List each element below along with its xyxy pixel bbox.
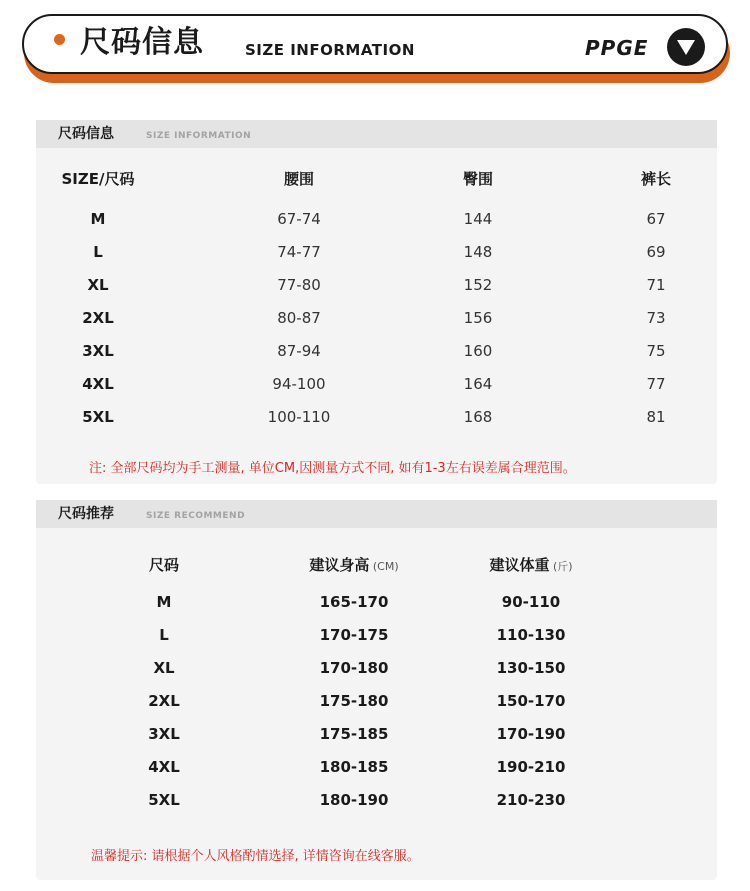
table-cell: 150-170 bbox=[496, 692, 566, 710]
table-cell: 152 bbox=[463, 276, 493, 294]
size-info-panel bbox=[36, 120, 717, 484]
chevron-down-icon bbox=[676, 39, 696, 56]
page-title: 尺码信息 bbox=[80, 25, 204, 60]
table-cell: 175-180 bbox=[319, 692, 389, 710]
size-recommend-panel-header bbox=[36, 500, 717, 528]
table-cell: 170-190 bbox=[496, 725, 566, 743]
table-cell: 170-175 bbox=[319, 626, 389, 644]
table-cell: 110-130 bbox=[496, 626, 566, 644]
column-header: 腰围 bbox=[283, 170, 315, 188]
table-cell: 67-74 bbox=[277, 210, 321, 228]
size-label: L bbox=[159, 626, 169, 644]
table-cell: 75 bbox=[646, 342, 666, 360]
size-info-subtitle: SIZE INFORMATION bbox=[146, 131, 252, 141]
size-info-note: 注: 全部尺码均为手工测量, 单位CM,因测量方式不同, 如有1-3左右误差属合理范围。 bbox=[89, 461, 576, 476]
table-cell: 100-110 bbox=[267, 408, 331, 426]
column-header: 建议身高 (CM) bbox=[309, 556, 399, 574]
accent-dot-icon bbox=[54, 34, 65, 45]
table-cell: 77 bbox=[646, 375, 666, 393]
size-recommend-title: 尺码推荐 bbox=[58, 506, 114, 522]
table-cell: 73 bbox=[646, 309, 666, 327]
size-label: 3XL bbox=[82, 342, 114, 360]
table-cell: 168 bbox=[463, 408, 493, 426]
size-label: 2XL bbox=[148, 692, 180, 710]
table-cell: 77-80 bbox=[277, 276, 321, 294]
column-header: 臀围 bbox=[462, 170, 494, 188]
size-label: 2XL bbox=[82, 309, 114, 327]
size-label: L bbox=[93, 243, 103, 261]
table-cell: 94-100 bbox=[272, 375, 326, 393]
table-cell: 170-180 bbox=[319, 659, 389, 677]
size-label: 4XL bbox=[82, 375, 114, 393]
size-recommend-subtitle: SIZE RECOMMEND bbox=[146, 511, 246, 521]
table-cell: 164 bbox=[463, 375, 493, 393]
column-unit: (斤) bbox=[549, 560, 573, 573]
table-cell: 210-230 bbox=[496, 791, 566, 809]
table-cell: 144 bbox=[463, 210, 493, 228]
size-recommend-note: 温馨提示: 请根据个人风格酌情选择, 详情咨询在线客服。 bbox=[91, 849, 420, 864]
column-header: 建议体重 (斤) bbox=[489, 556, 573, 574]
table-cell: 165-170 bbox=[319, 593, 389, 611]
brand-logo: PPGE bbox=[585, 36, 649, 60]
size-info-panel-header bbox=[36, 120, 717, 148]
table-cell: 190-210 bbox=[496, 758, 566, 776]
table-cell: 74-77 bbox=[277, 243, 321, 261]
table-cell: 156 bbox=[463, 309, 493, 327]
size-label: XL bbox=[153, 659, 175, 677]
table-cell: 180-190 bbox=[319, 791, 389, 809]
column-header: 裤长 bbox=[640, 170, 672, 188]
table-cell: 67 bbox=[646, 210, 666, 228]
column-header: 尺码 bbox=[148, 556, 180, 574]
table-cell: 148 bbox=[463, 243, 493, 261]
size-label: XL bbox=[87, 276, 109, 294]
table-cell: 81 bbox=[646, 408, 666, 426]
size-label: 5XL bbox=[82, 408, 114, 426]
table-cell: 160 bbox=[463, 342, 493, 360]
table-cell: 69 bbox=[646, 243, 666, 261]
collapse-toggle-button[interactable] bbox=[667, 28, 705, 66]
page-subtitle: SIZE INFORMATION bbox=[245, 41, 415, 59]
table-cell: 180-185 bbox=[319, 758, 389, 776]
column-unit: (CM) bbox=[369, 560, 399, 573]
table-cell: 80-87 bbox=[277, 309, 321, 327]
table-cell: 87-94 bbox=[277, 342, 321, 360]
size-label: M bbox=[90, 210, 106, 228]
size-label: 4XL bbox=[148, 758, 180, 776]
size-label: 5XL bbox=[148, 791, 180, 809]
size-label: M bbox=[156, 593, 172, 611]
table-cell: 175-185 bbox=[319, 725, 389, 743]
table-cell: 71 bbox=[646, 276, 666, 294]
size-recommend-panel bbox=[36, 500, 717, 880]
column-header: SIZE/尺码 bbox=[61, 170, 135, 188]
table-cell: 90-110 bbox=[501, 593, 561, 611]
size-label: 3XL bbox=[148, 725, 180, 743]
size-info-title: 尺码信息 bbox=[58, 126, 114, 142]
table-cell: 130-150 bbox=[496, 659, 566, 677]
